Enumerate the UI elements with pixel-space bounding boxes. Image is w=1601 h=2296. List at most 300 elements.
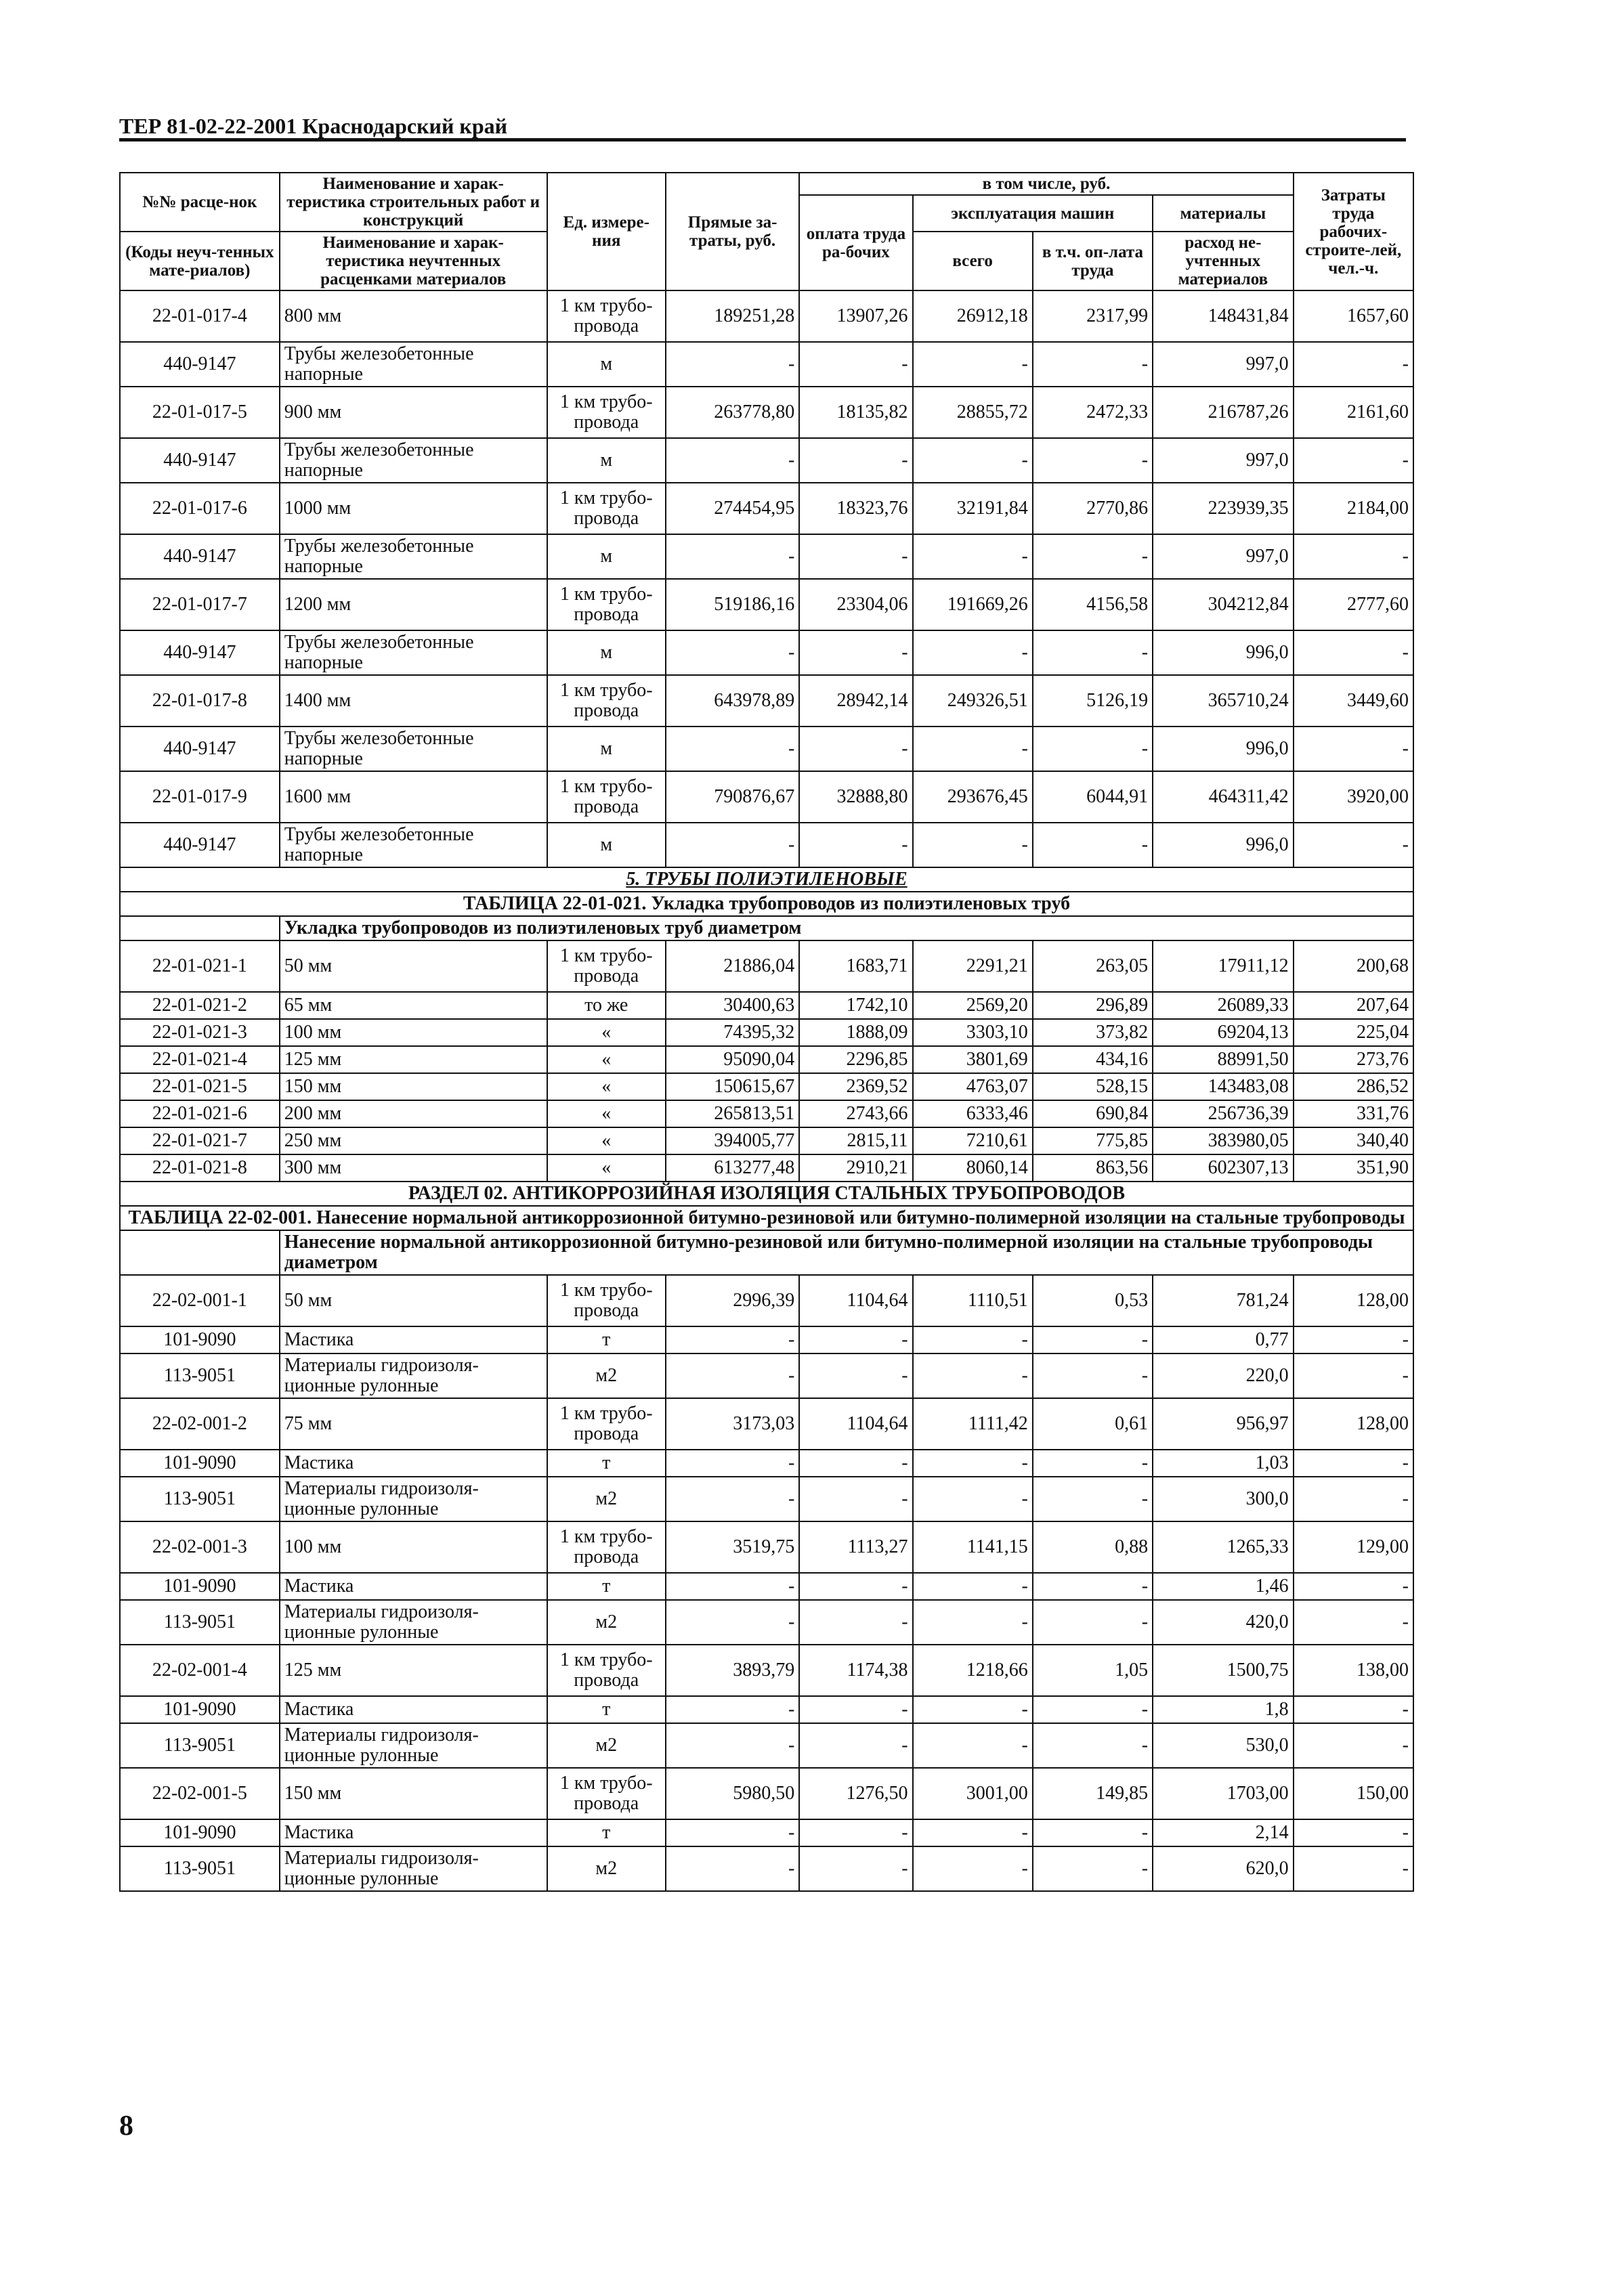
table-row [120, 1046, 1413, 1073]
cell-mat: 17911,12 [1153, 940, 1294, 992]
cell-wage: - [799, 1573, 912, 1600]
cell-wage: 1888,09 [799, 1019, 912, 1046]
cell-mach-wage: 434,16 [1033, 1046, 1153, 1073]
cell-direct: - [666, 1600, 799, 1645]
table-row [120, 1450, 1413, 1477]
cell-labor: - [1294, 1723, 1413, 1768]
cell-name: 200 мм [280, 1100, 547, 1127]
header-code: №№ расце-нок [120, 173, 280, 232]
cell-labor: 351,90 [1294, 1154, 1413, 1182]
cell-mach-wage: - [1033, 1477, 1153, 1521]
table-row [120, 1573, 1413, 1600]
cell-code: 22-02-001-2 [120, 1398, 280, 1450]
cell-mat: 383980,05 [1153, 1127, 1294, 1154]
table-title-text: ТАБЛИЦА 22-02-001. Нанесение нормальной антикоррозионной битумно-резиновой или битумно-полимерной изоляции на стальные трубопроводы [120, 1206, 1413, 1230]
table-row [120, 1019, 1413, 1046]
table-title-text: ТАБЛИЦА 22-01-021. Укладка трубопроводов из полиэтиленовых труб [120, 892, 1413, 916]
cell-unit: 1 км трубо-провода [547, 675, 666, 727]
cell-code: 101-9090 [120, 1819, 280, 1846]
cell-mach-wage: 0,53 [1033, 1275, 1153, 1326]
header-unit: Ед. измере-ния [547, 173, 666, 290]
header-labor: Затраты труда рабочих-строите-лей, чел.-ч. [1294, 173, 1413, 290]
cell-code: 22-01-017-4 [120, 290, 280, 342]
cell-code: 101-9090 [120, 1696, 280, 1723]
cell-direct: 265813,51 [666, 1100, 799, 1127]
cell-unit: 1 км трубо-провода [547, 1275, 666, 1326]
cell-mat: 996,0 [1153, 823, 1294, 867]
cell-name: 150 мм [280, 1768, 547, 1819]
cell-direct: 3893,79 [666, 1645, 799, 1696]
cell-code: 22-01-021-8 [120, 1154, 280, 1182]
cell-name: 100 мм [280, 1019, 547, 1046]
cell-mach: 26912,18 [913, 290, 1033, 342]
running-header: ТЕР 81-02-22-2001 Краснодарский край [119, 114, 508, 138]
cell-mat: 0,77 [1153, 1326, 1294, 1353]
cell-wage: - [799, 1696, 912, 1723]
cell-unit: м [547, 534, 666, 579]
table-description [120, 1230, 1413, 1275]
cell-direct: - [666, 1353, 799, 1398]
cell-name: 1200 мм [280, 579, 547, 630]
cell-labor: 3920,00 [1294, 771, 1413, 823]
cell-mat: 216787,26 [1153, 387, 1294, 438]
cell-mach-wage: 5126,19 [1033, 675, 1153, 727]
table-row [120, 1645, 1413, 1696]
cell-mach-wage: - [1033, 1326, 1153, 1353]
cell-direct: 643978,89 [666, 675, 799, 727]
table-row [120, 1768, 1413, 1819]
table-row [120, 387, 1413, 438]
cell-mach-wage: - [1033, 727, 1153, 771]
cell-labor: 2161,60 [1294, 387, 1413, 438]
cell-mach-wage: - [1033, 438, 1153, 483]
cell-unit: м [547, 630, 666, 675]
table-row [120, 1127, 1413, 1154]
cell-labor: 138,00 [1294, 1645, 1413, 1696]
cell-mach: - [913, 1819, 1033, 1846]
cell-code: 22-02-001-1 [120, 1275, 280, 1326]
cell-unit: м2 [547, 1353, 666, 1398]
cell-unit: 1 км трубо-провода [547, 771, 666, 823]
table-row [120, 992, 1413, 1019]
page-number: 8 [119, 2110, 133, 2142]
cell-wage: 18323,76 [799, 483, 912, 534]
cell-mach: 8060,14 [913, 1154, 1033, 1182]
cell-mat: 997,0 [1153, 342, 1294, 387]
cell-labor: 340,40 [1294, 1127, 1413, 1154]
cell-unit: 1 км трубо-провода [547, 483, 666, 534]
cell-code: 440-9147 [120, 534, 280, 579]
cell-unit: 1 км трубо-провода [547, 940, 666, 992]
cell-mach: - [913, 1477, 1033, 1521]
cell-mach: 1218,66 [913, 1645, 1033, 1696]
cell-mach: - [913, 1846, 1033, 1891]
cell-mach: - [913, 342, 1033, 387]
cell-mach-wage: 863,56 [1033, 1154, 1153, 1182]
table-row [120, 771, 1413, 823]
table-description-text: Нанесение нормальной антикоррозионной битумно-резиновой или битумно-полимерной изоляции на стальные трубопроводы диаметром [280, 1230, 1413, 1275]
cell-mach: - [913, 1450, 1033, 1477]
cell-mat: 530,0 [1153, 1723, 1294, 1768]
cell-unit: 1 км трубо-провода [547, 290, 666, 342]
cell-wage: - [799, 1723, 912, 1768]
table-description [120, 916, 1413, 940]
cell-mach-wage: - [1033, 1696, 1153, 1723]
cell-mach-wage: - [1033, 630, 1153, 675]
cell-labor: 129,00 [1294, 1521, 1413, 1573]
cell-mach: - [913, 1696, 1033, 1723]
cell-code: 440-9147 [120, 823, 280, 867]
header-materials: материалы [1153, 195, 1294, 232]
table-row [120, 579, 1413, 630]
header-machines-wage: в т.ч. оп-лата труда [1033, 232, 1153, 290]
cell-code: 440-9147 [120, 342, 280, 387]
cell-unit: м [547, 342, 666, 387]
table-title [120, 1206, 1413, 1230]
cell-wage: 13907,26 [799, 290, 912, 342]
empty-cell [120, 916, 280, 940]
cell-direct: 790876,67 [666, 771, 799, 823]
cell-wage: - [799, 438, 912, 483]
cell-mat: 1,46 [1153, 1573, 1294, 1600]
cell-wage: 2910,21 [799, 1154, 912, 1182]
cell-mach: 4763,07 [913, 1073, 1033, 1100]
table-row [120, 1723, 1413, 1768]
cell-name: Мастика [280, 1450, 547, 1477]
cell-mat: 1,03 [1153, 1450, 1294, 1477]
cell-name: 1600 мм [280, 771, 547, 823]
cell-unit: м [547, 727, 666, 771]
cell-unit: « [547, 1100, 666, 1127]
cell-wage: - [799, 1819, 912, 1846]
cell-code: 22-01-017-9 [120, 771, 280, 823]
cell-code: 440-9147 [120, 630, 280, 675]
cell-code: 101-9090 [120, 1326, 280, 1353]
cell-mach-wage: - [1033, 342, 1153, 387]
cell-unit: т [547, 1696, 666, 1723]
cell-wage: - [799, 1353, 912, 1398]
cell-name: 100 мм [280, 1521, 547, 1573]
cell-mat: 996,0 [1153, 727, 1294, 771]
cell-mat: 2,14 [1153, 1819, 1294, 1846]
table-row [120, 630, 1413, 675]
cell-labor: 207,64 [1294, 992, 1413, 1019]
cell-mach: 293676,45 [913, 771, 1033, 823]
cell-name: Мастика [280, 1326, 547, 1353]
cell-mach-wage: 4156,58 [1033, 579, 1153, 630]
cell-name: 75 мм [280, 1398, 547, 1450]
cell-mach-wage: 0,61 [1033, 1398, 1153, 1450]
cell-mach-wage: 690,84 [1033, 1100, 1153, 1127]
cell-code: 22-01-021-4 [120, 1046, 280, 1073]
cell-unit: м2 [547, 1723, 666, 1768]
cell-unit: т [547, 1326, 666, 1353]
table-row [120, 534, 1413, 579]
cell-mach-wage: 2472,33 [1033, 387, 1153, 438]
cell-wage: - [799, 1846, 912, 1891]
cell-mach: - [913, 1573, 1033, 1600]
table-row [120, 1521, 1413, 1573]
cell-unit: 1 км трубо-провода [547, 579, 666, 630]
cell-mach: - [913, 823, 1033, 867]
cell-mach: - [913, 438, 1033, 483]
cell-wage: 2815,11 [799, 1127, 912, 1154]
cell-name: Мастика [280, 1819, 547, 1846]
cell-name: 65 мм [280, 992, 547, 1019]
cell-mach-wage: - [1033, 1573, 1153, 1600]
cell-wage: 1742,10 [799, 992, 912, 1019]
cell-mat: 1265,33 [1153, 1521, 1294, 1573]
cell-direct: 274454,95 [666, 483, 799, 534]
cell-wage: 32888,80 [799, 771, 912, 823]
cell-unit: м2 [547, 1477, 666, 1521]
cell-wage: - [799, 823, 912, 867]
cell-code: 101-9090 [120, 1450, 280, 1477]
cell-name: Трубы железобетонные напорные [280, 823, 547, 867]
cell-code: 22-02-001-5 [120, 1768, 280, 1819]
cell-labor: - [1294, 1450, 1413, 1477]
cell-mat: 220,0 [1153, 1353, 1294, 1398]
cell-direct: - [666, 727, 799, 771]
cell-unit: м2 [547, 1846, 666, 1891]
cell-unit: т [547, 1573, 666, 1600]
cell-labor: 200,68 [1294, 940, 1413, 992]
cell-name: Трубы железобетонные напорные [280, 342, 547, 387]
cell-wage: 1104,64 [799, 1398, 912, 1450]
cell-mach: - [913, 630, 1033, 675]
cell-unit: то же [547, 992, 666, 1019]
table-row [120, 1073, 1413, 1100]
cell-labor: - [1294, 1353, 1413, 1398]
cell-wage: 2296,85 [799, 1046, 912, 1073]
cell-mach: 3303,10 [913, 1019, 1033, 1046]
cell-mach: - [913, 1326, 1033, 1353]
cell-unit: « [547, 1073, 666, 1100]
table-row [120, 940, 1413, 992]
cell-unit: « [547, 1046, 666, 1073]
cell-code: 113-9051 [120, 1846, 280, 1891]
cell-mach: 1110,51 [913, 1275, 1033, 1326]
cell-labor: 128,00 [1294, 1398, 1413, 1450]
cell-mat: 300,0 [1153, 1477, 1294, 1521]
cell-direct: 394005,77 [666, 1127, 799, 1154]
cell-name: 250 мм [280, 1127, 547, 1154]
table-row [120, 1100, 1413, 1127]
cell-mat: 997,0 [1153, 438, 1294, 483]
section-title-text: 5. ТРУБЫ ПОЛИЭТИЛЕНОВЫЕ [120, 867, 1413, 892]
cell-mach-wage: 775,85 [1033, 1127, 1153, 1154]
cell-labor: - [1294, 1573, 1413, 1600]
cell-mat: 88991,50 [1153, 1046, 1294, 1073]
cell-code: 22-01-021-3 [120, 1019, 280, 1046]
cell-labor: 273,76 [1294, 1046, 1413, 1073]
cell-code: 22-01-021-7 [120, 1127, 280, 1154]
cell-labor: 2184,00 [1294, 483, 1413, 534]
cell-mach: - [913, 727, 1033, 771]
table-row [120, 727, 1413, 771]
cell-direct: 2996,39 [666, 1275, 799, 1326]
cell-code: 22-01-017-7 [120, 579, 280, 630]
table-row [120, 1275, 1413, 1326]
cell-direct: - [666, 438, 799, 483]
cell-unit: м2 [547, 1600, 666, 1645]
header-name: Наименование и харак-теристика строительных работ и конструкций [280, 173, 547, 232]
cell-name: Трубы железобетонные напорные [280, 727, 547, 771]
cell-wage: - [799, 1450, 912, 1477]
cell-mach-wage: - [1033, 1353, 1153, 1398]
table-row [120, 1154, 1413, 1182]
cell-mach-wage: - [1033, 534, 1153, 579]
cell-direct: - [666, 534, 799, 579]
cell-code: 101-9090 [120, 1573, 280, 1600]
cell-name: 800 мм [280, 290, 547, 342]
cell-mat: 256736,39 [1153, 1100, 1294, 1127]
cell-labor: 128,00 [1294, 1275, 1413, 1326]
cell-mach: 249326,51 [913, 675, 1033, 727]
cell-labor: - [1294, 438, 1413, 483]
cell-mach-wage: - [1033, 1600, 1153, 1645]
table-row [120, 290, 1413, 342]
cell-mat: 26089,33 [1153, 992, 1294, 1019]
cell-direct: - [666, 1819, 799, 1846]
cell-code: 22-01-017-5 [120, 387, 280, 438]
table-row [120, 342, 1413, 387]
cell-wage: 2369,52 [799, 1073, 912, 1100]
cell-mat: 781,24 [1153, 1275, 1294, 1326]
cell-name: Материалы гидроизоля-ционные рулонные [280, 1723, 547, 1768]
cell-mach: - [913, 1723, 1033, 1768]
table-row [120, 1353, 1413, 1398]
cell-direct: 263778,80 [666, 387, 799, 438]
header-direct-costs: Прямые за-траты, руб. [666, 173, 799, 290]
section-title [120, 867, 1413, 892]
cell-code: 440-9147 [120, 438, 280, 483]
cell-code: 22-01-017-6 [120, 483, 280, 534]
cell-mat: 1,8 [1153, 1696, 1294, 1723]
cell-direct: 3519,75 [666, 1521, 799, 1573]
cell-direct: 3173,03 [666, 1398, 799, 1450]
header-wage: оплата труда ра-бочих [799, 195, 912, 290]
cell-code: 22-02-001-3 [120, 1521, 280, 1573]
header-including: в том числе, руб. [799, 173, 1293, 195]
cell-mat: 223939,35 [1153, 483, 1294, 534]
cell-unit: 1 км трубо-провода [547, 1521, 666, 1573]
cell-mach-wage: - [1033, 1723, 1153, 1768]
cell-mach: 3001,00 [913, 1768, 1033, 1819]
cell-direct: - [666, 1696, 799, 1723]
cell-name: 50 мм [280, 1275, 547, 1326]
cell-labor: - [1294, 1819, 1413, 1846]
cell-code: 22-01-021-2 [120, 992, 280, 1019]
cell-wage: - [799, 1600, 912, 1645]
header-rule [119, 138, 1406, 142]
table-row [120, 1696, 1413, 1723]
cell-direct: - [666, 1450, 799, 1477]
cell-direct: 189251,28 [666, 290, 799, 342]
cell-name: Мастика [280, 1573, 547, 1600]
cell-direct: - [666, 1723, 799, 1768]
cell-mat: 464311,42 [1153, 771, 1294, 823]
cell-direct: - [666, 630, 799, 675]
cell-name: 50 мм [280, 940, 547, 992]
cell-mach: - [913, 534, 1033, 579]
cell-wage: - [799, 1477, 912, 1521]
cell-wage: 1683,71 [799, 940, 912, 992]
cell-mach: 28855,72 [913, 387, 1033, 438]
cell-direct: 30400,63 [666, 992, 799, 1019]
cell-labor: 3449,60 [1294, 675, 1413, 727]
cell-direct: 613277,48 [666, 1154, 799, 1182]
table-row [120, 1600, 1413, 1645]
cell-mat: 956,97 [1153, 1398, 1294, 1450]
table-row [120, 483, 1413, 534]
cell-name: 125 мм [280, 1645, 547, 1696]
cell-name: 1400 мм [280, 675, 547, 727]
cell-unit: т [547, 1450, 666, 1477]
cell-wage: 23304,06 [799, 579, 912, 630]
cell-labor: 150,00 [1294, 1768, 1413, 1819]
table-row [120, 1477, 1413, 1521]
cell-labor: - [1294, 630, 1413, 675]
cell-wage: - [799, 727, 912, 771]
cell-name: 150 мм [280, 1073, 547, 1100]
cell-name: Материалы гидроизоля-ционные рулонные [280, 1353, 547, 1398]
cell-name: 1000 мм [280, 483, 547, 534]
cell-mat: 69204,13 [1153, 1019, 1294, 1046]
header-materials-sub: расход не-учтенных материалов [1153, 232, 1294, 290]
cell-code: 113-9051 [120, 1353, 280, 1398]
cell-labor: 286,52 [1294, 1073, 1413, 1100]
table-row [120, 438, 1413, 483]
header-name-sub: Наименование и харак-теристика неучтенных расценками материалов [280, 232, 547, 290]
table-header [120, 173, 1413, 290]
cell-mach-wage: 1,05 [1033, 1645, 1153, 1696]
cell-name: Трубы железобетонные напорные [280, 438, 547, 483]
cell-labor: - [1294, 342, 1413, 387]
cell-direct: 21886,04 [666, 940, 799, 992]
cell-mach-wage: 2317,99 [1033, 290, 1153, 342]
cell-wage: 1276,50 [799, 1768, 912, 1819]
cell-wage: 1113,27 [799, 1521, 912, 1573]
cell-unit: 1 км трубо-провода [547, 1398, 666, 1450]
cell-labor: 225,04 [1294, 1019, 1413, 1046]
cell-wage: - [799, 630, 912, 675]
cell-name: Трубы железобетонные напорные [280, 630, 547, 675]
table-description-text: Укладка трубопроводов из полиэтиленовых труб диаметром [280, 916, 1413, 940]
cell-direct: - [666, 1846, 799, 1891]
cell-labor: 331,76 [1294, 1100, 1413, 1127]
cell-mach-wage: - [1033, 823, 1153, 867]
cell-mach-wage: 6044,91 [1033, 771, 1153, 823]
cell-name: Материалы гидроизоля-ционные рулонные [280, 1477, 547, 1521]
cell-wage: 28942,14 [799, 675, 912, 727]
cell-name: Трубы железобетонные напорные [280, 534, 547, 579]
cell-wage: 2743,66 [799, 1100, 912, 1127]
cell-mach: 6333,46 [913, 1100, 1033, 1127]
cell-mach: 2569,20 [913, 992, 1033, 1019]
cell-mat: 997,0 [1153, 534, 1294, 579]
cell-labor: - [1294, 823, 1413, 867]
cell-mat: 148431,84 [1153, 290, 1294, 342]
cell-name: Мастика [280, 1696, 547, 1723]
cell-mach: 1141,15 [913, 1521, 1033, 1573]
cell-code: 113-9051 [120, 1723, 280, 1768]
cell-mat: 1500,75 [1153, 1645, 1294, 1696]
cell-direct: 95090,04 [666, 1046, 799, 1073]
cell-unit: 1 км трубо-провода [547, 1768, 666, 1819]
section-title [120, 1182, 1413, 1206]
cell-direct: 74395,32 [666, 1019, 799, 1046]
